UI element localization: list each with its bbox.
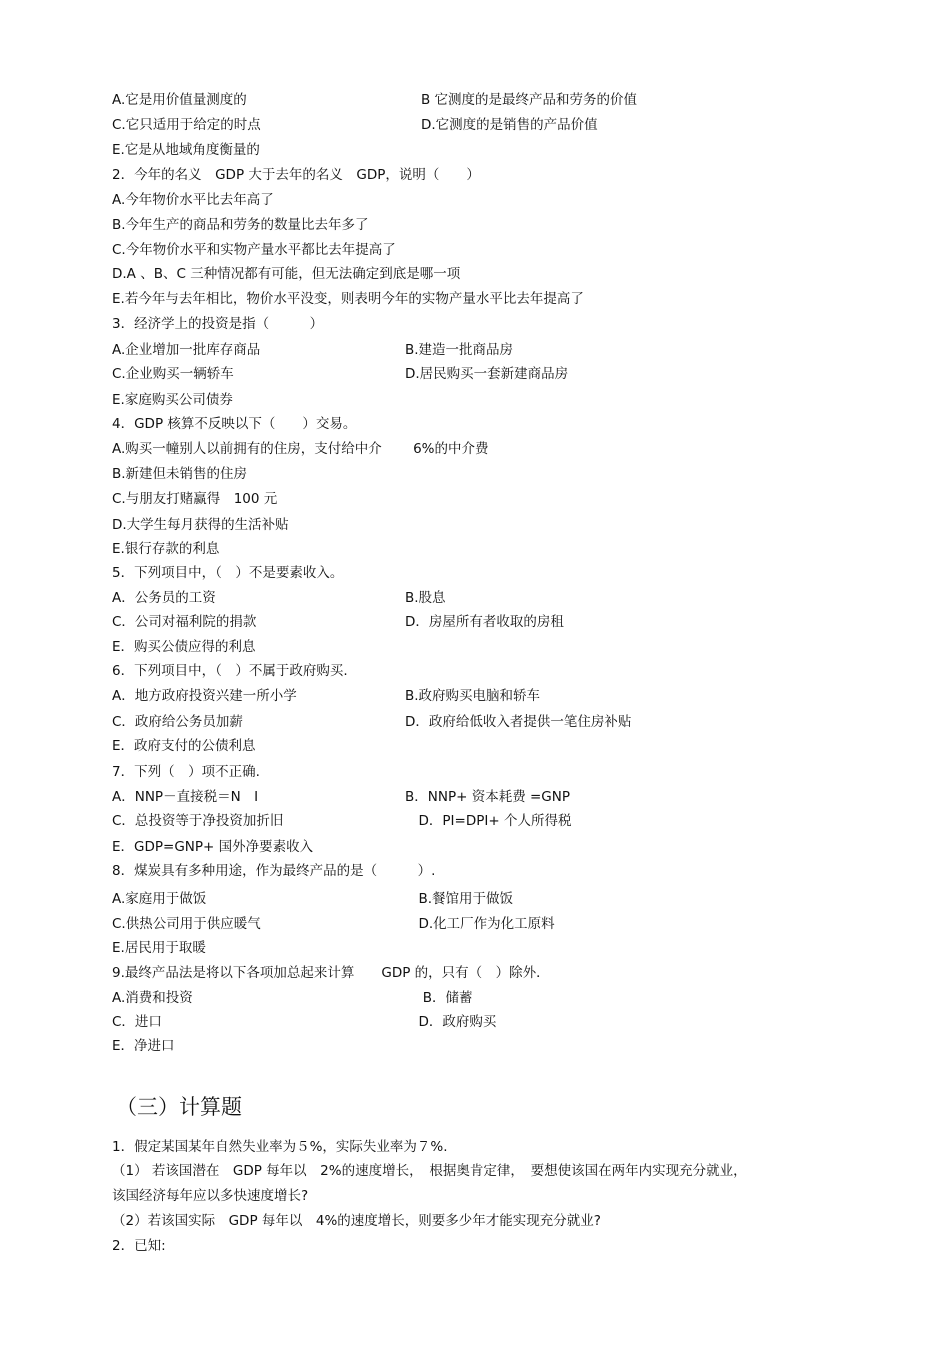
question-line: 5．下列项目中，（ ）不是要素收入。 bbox=[112, 565, 344, 581]
option-line: E．净进口 bbox=[112, 1038, 175, 1054]
option-line: A.它是用价值量测度的 bbox=[112, 92, 247, 108]
question-line: 2．今年的名义 GDP 大于去年的名义 GDP，说明（ ） bbox=[112, 167, 480, 183]
calc-question-line: （2）若该国实际 GDP 每年以 4%的速度增长，则要多少年才能实现充分就业? bbox=[112, 1213, 601, 1229]
option-line: A.购买一幢别人以前拥有的住房，支付给中介 6%的中介费 bbox=[112, 441, 489, 457]
question-line: 3．经济学上的投资是指（ ） bbox=[112, 316, 324, 332]
option-line: C．政府给公务员加薪 bbox=[112, 714, 243, 730]
option-line: C.它只适用于给定的时点 bbox=[112, 117, 261, 133]
option-line: A．地方政府投资兴建一所小学 bbox=[112, 688, 297, 704]
option-line: D.大学生每月获得的生活补贴 bbox=[112, 517, 289, 533]
option-line: B．NNP+ 资本耗费 =GNP bbox=[405, 789, 571, 805]
option-line: C．总投资等于净投资加折旧 bbox=[112, 813, 284, 829]
option-line: A.消费和投资 bbox=[112, 990, 193, 1006]
option-line: B.新建但未销售的住房 bbox=[112, 466, 248, 482]
option-line: A.家庭用于做饭 bbox=[112, 891, 207, 907]
option-line: A．公务员的工资 bbox=[112, 590, 216, 606]
option-line: C.供热公司用于供应暖气 bbox=[112, 916, 261, 932]
option-line: D．政府购买 bbox=[405, 1014, 497, 1030]
question-line: 4．GDP 核算不反映以下（ ）交易。 bbox=[112, 416, 357, 432]
question-line: 8．煤炭具有多种用途，作为最终产品的是（ ）. bbox=[112, 863, 436, 879]
option-line: E.居民用于取暖 bbox=[112, 940, 206, 956]
calc-question-line: （1） 若该国潜在 GDP 每年以 2%的速度增长， 根据奥肯定律， 要想使该国在两年内实现充分就业， bbox=[112, 1163, 747, 1179]
calc-question-line: 该国经济每年应以多快速度增长? bbox=[112, 1188, 309, 1204]
option-line: B.餐馆用于做饭 bbox=[405, 891, 514, 907]
option-line: D．PI=DPI+ 个人所得税 bbox=[405, 813, 572, 829]
question-line: 9.最终产品法是将以下各项加总起来计算 GDP 的，只有（ ）除外． bbox=[112, 965, 550, 981]
calc-question-line: 2．已知: bbox=[112, 1238, 166, 1254]
option-line: C.今年物价水平和实物产量水平都比去年提高了 bbox=[112, 242, 396, 258]
option-line: A.企业增加一批库存商品 bbox=[112, 342, 261, 358]
question-line: 6．下列项目中，（ ）不属于政府购买. bbox=[112, 663, 348, 679]
option-line: D．政府给低收入者提供一笔住房补贴 bbox=[405, 714, 632, 730]
question-line: 7．下列（ ）项不正确. bbox=[112, 764, 260, 780]
section-heading: （三）计算题 bbox=[116, 1095, 242, 1119]
option-line: B.政府购买电脑和轿车 bbox=[405, 688, 541, 704]
option-line: D.它测度的是销售的产品价值 bbox=[421, 117, 598, 133]
option-line: C.与朋友打赌赢得 100 元 bbox=[112, 491, 278, 507]
option-line: B.今年生产的商品和劳务的数量比去年多了 bbox=[112, 217, 369, 233]
option-line: E．GDP=GNP+ 国外净要素收入 bbox=[112, 839, 314, 855]
option-line: E.若今年与去年相比，物价水平没变，则表明今年的实物产量水平比去年提高了 bbox=[112, 291, 584, 307]
option-line: C．公司对福利院的捐款 bbox=[112, 614, 257, 630]
option-line: E.家庭购买公司债券 bbox=[112, 392, 233, 408]
option-line: E.银行存款的利息 bbox=[112, 541, 220, 557]
option-line: B．储蓄 bbox=[405, 990, 473, 1006]
option-line: B 它测度的是最终产品和劳务的价值 bbox=[421, 92, 638, 108]
calc-question-line: 1．假定某国某年自然失业率为５%，实际失业率为７%. bbox=[112, 1139, 448, 1155]
option-line: D．房屋所有者收取的房租 bbox=[405, 614, 564, 630]
option-line: A．NNP－直接税＝N I bbox=[112, 789, 259, 805]
option-line: D.化工厂作为化工原料 bbox=[405, 916, 555, 932]
option-line: C．进口 bbox=[112, 1014, 162, 1030]
option-line: E．购买公债应得的利息 bbox=[112, 639, 256, 655]
option-line: B.股息 bbox=[405, 590, 446, 606]
option-line: E．政府支付的公债利息 bbox=[112, 738, 256, 754]
option-line: C.企业购买一辆轿车 bbox=[112, 366, 234, 382]
option-line: B.建造一批商品房 bbox=[405, 342, 514, 358]
option-line: D.A 、B、C 三种情况都有可能，但无法确定到底是哪一项 bbox=[112, 266, 461, 282]
option-line: E.它是从地域角度衡量的 bbox=[112, 142, 260, 158]
option-line: A.今年物价水平比去年高了 bbox=[112, 192, 274, 208]
option-line: D.居民购买一套新建商品房 bbox=[405, 366, 569, 382]
